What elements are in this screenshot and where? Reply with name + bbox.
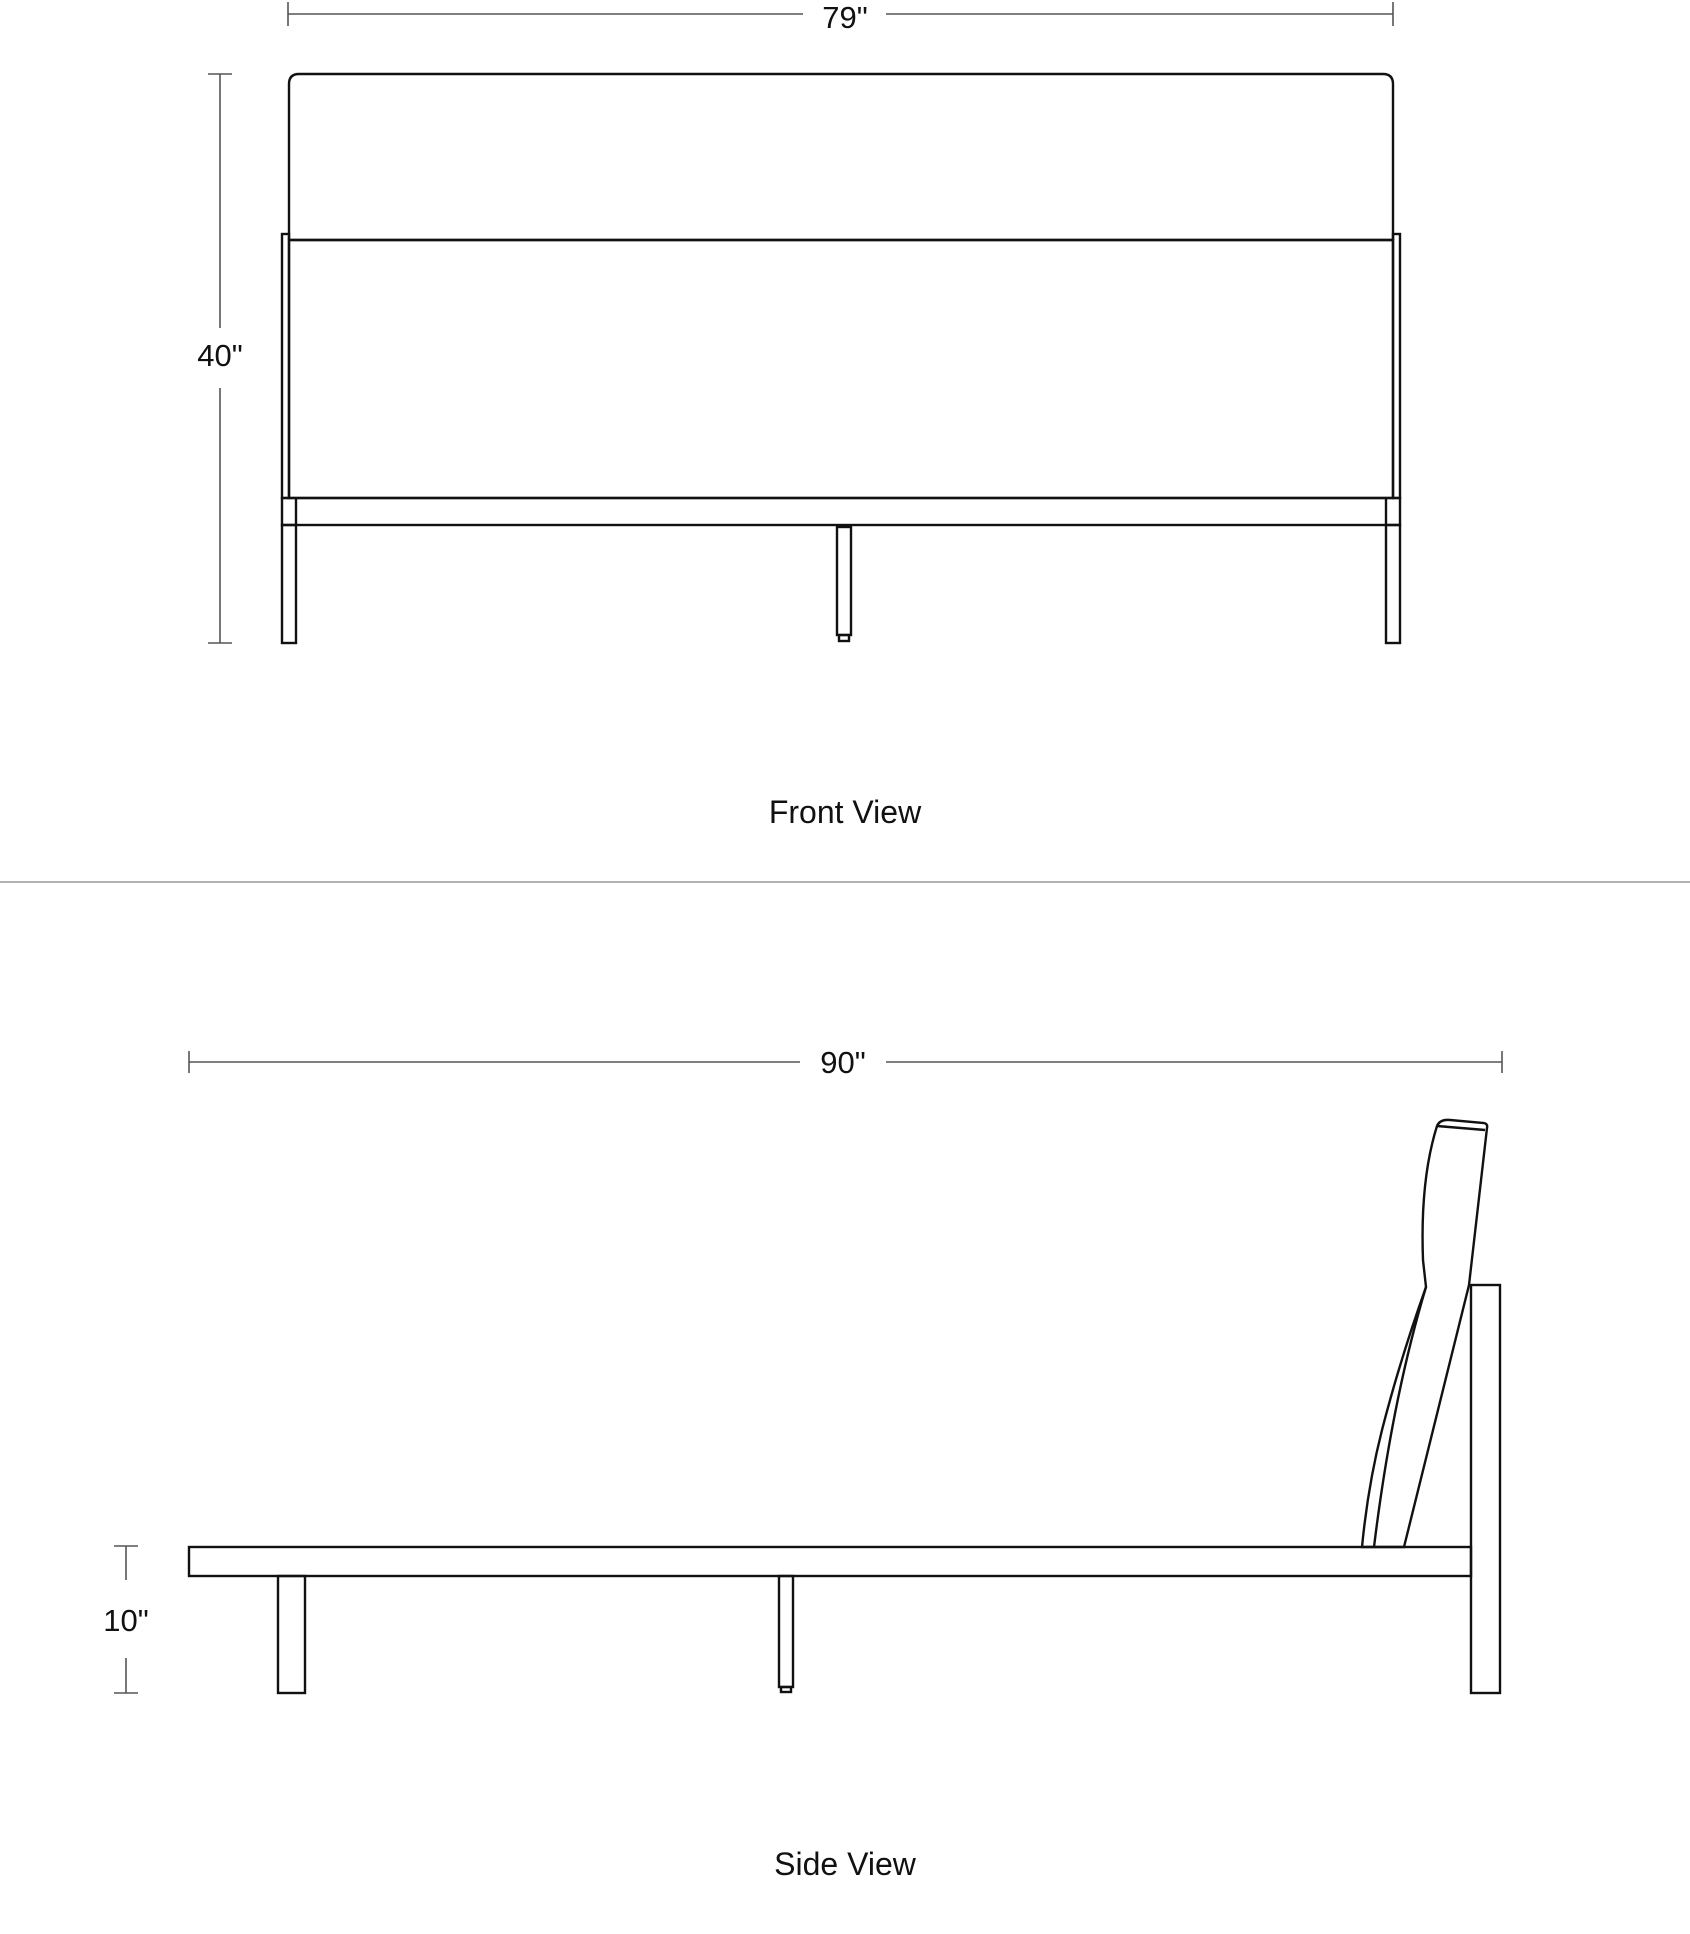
front-width-label: 79" bbox=[822, 0, 868, 35]
front-width-dimension bbox=[288, 0, 1393, 35]
side-headboard-post bbox=[1471, 1285, 1500, 1693]
front-panel bbox=[289, 240, 1393, 498]
side-view bbox=[103, 1045, 1502, 1882]
front-rail bbox=[282, 498, 1400, 525]
front-headboard bbox=[289, 74, 1393, 240]
front-leg-center bbox=[837, 527, 851, 635]
bed-front-drawing bbox=[282, 74, 1400, 643]
side-length-label: 90" bbox=[820, 1045, 866, 1080]
side-height-label: 10" bbox=[103, 1603, 149, 1638]
front-height-label: 40" bbox=[197, 338, 243, 373]
side-leg-center bbox=[779, 1576, 793, 1687]
bed-side-drawing bbox=[189, 1120, 1500, 1693]
side-cushion bbox=[1362, 1120, 1487, 1547]
side-leg-front bbox=[278, 1576, 305, 1693]
front-height-dimension bbox=[197, 74, 243, 643]
side-length-dimension bbox=[189, 1045, 1502, 1080]
side-platform bbox=[189, 1547, 1471, 1576]
side-view-title: Side View bbox=[774, 1846, 916, 1882]
side-height-dimension bbox=[103, 1546, 149, 1693]
front-leg-left bbox=[282, 525, 296, 643]
front-view bbox=[197, 0, 1400, 830]
front-leg-right bbox=[1386, 525, 1400, 643]
front-view-title: Front View bbox=[768, 794, 922, 830]
